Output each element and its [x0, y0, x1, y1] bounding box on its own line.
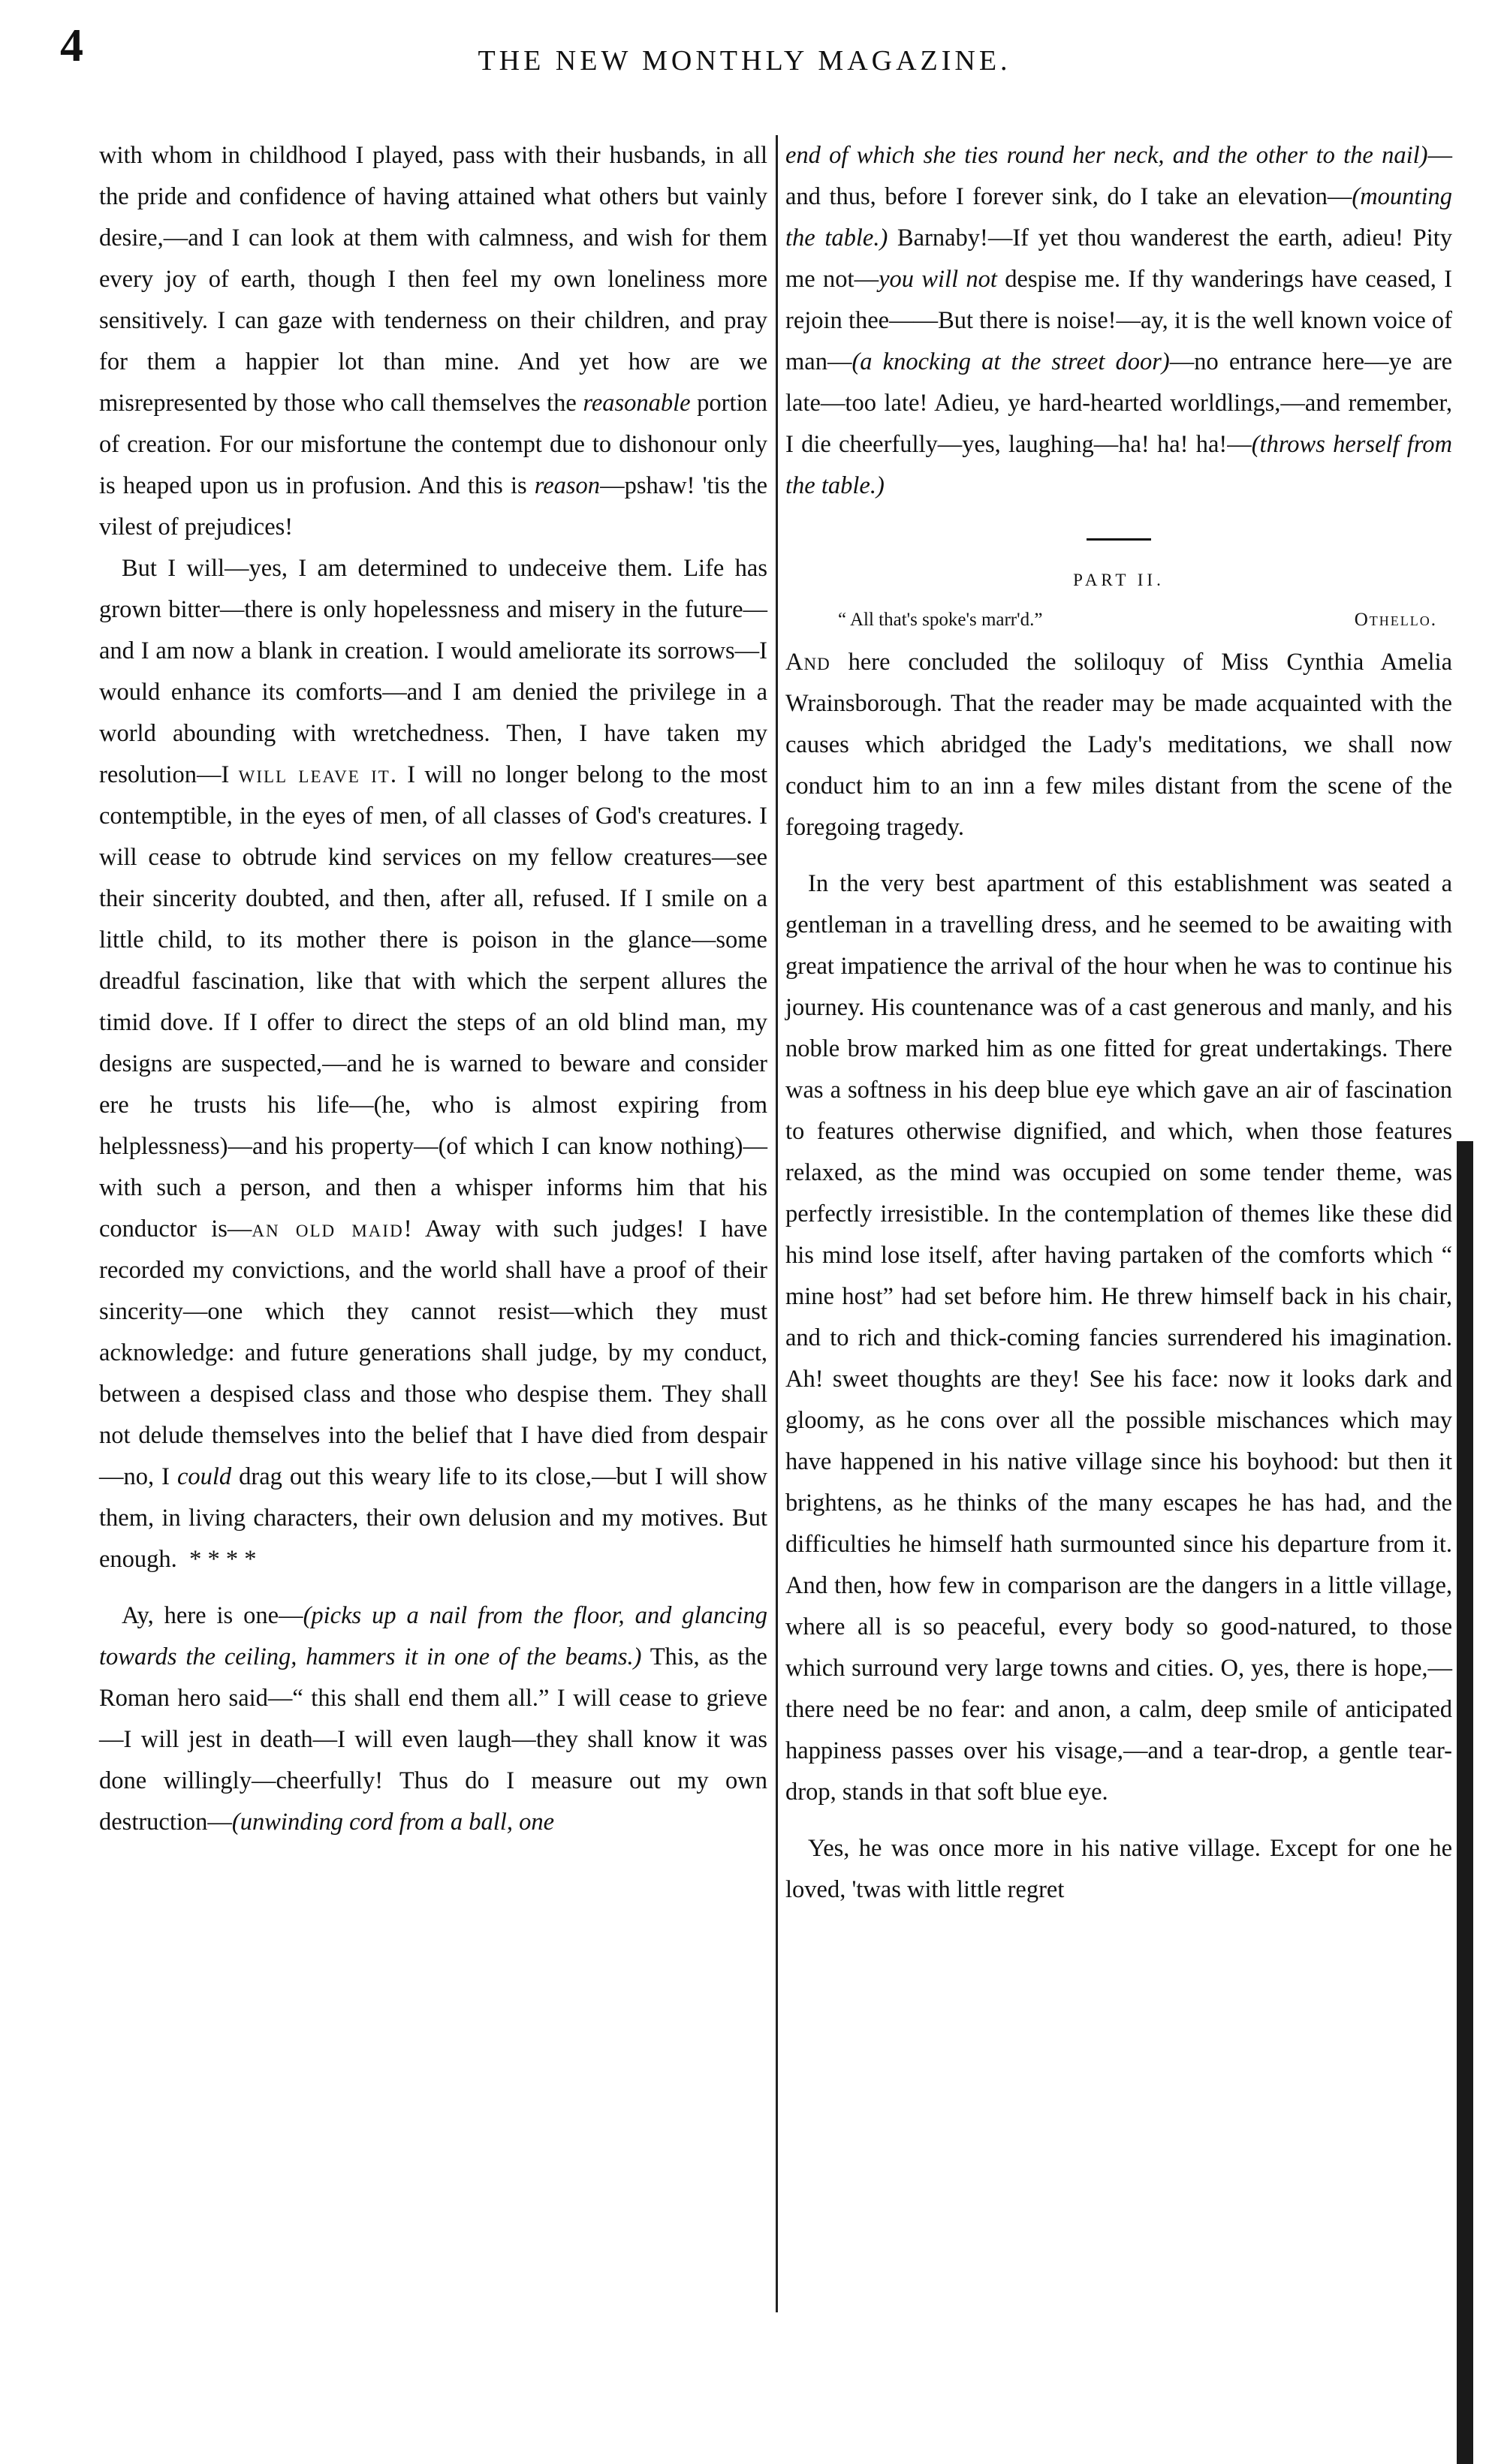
text: portion of creation. For our misfortune the contempt due to dishonour only is heaped upon us in profusion. And this is: [99, 390, 767, 499]
paragraph: [785, 642, 1452, 848]
page-number: 4: [60, 20, 83, 71]
lead-word: And: [785, 648, 830, 676]
stage-direction: (a knocking at the street door): [852, 348, 1170, 375]
stage-direction: end of which she ties round her neck, and the other to the nail): [785, 142, 1428, 169]
paragraph: [785, 863, 1452, 1813]
small-caps-phrase: will leave it.: [238, 761, 398, 788]
part-heading: PART II.: [1073, 571, 1165, 589]
paragraph: [785, 1828, 1452, 1911]
column-rule: [776, 135, 778, 2312]
text: —no entrance here—ye are late—too late! Adieu, ye hard-hearted worldlings,—and remember, I die cheerfully—yes, laughing—ha! ha! ha!—: [785, 348, 1452, 458]
paragraph: [99, 548, 767, 1580]
epigraph-author: Othello.: [1354, 609, 1437, 630]
small-caps-phrase: an old maid: [252, 1215, 404, 1243]
text: This, as the Roman hero said—“ this shall end them all.” I will cease to grieve—I will jest in death—I will even laugh—they shall know it was done willingly—cheerfully! Thus do I measure out my own destruction—: [99, 1643, 767, 1836]
text: —pshaw! 'tis the vilest of prejudices!: [99, 472, 768, 541]
text: drag out this weary life to its close,—but I will show them, in living characters, their own delusion and my motives. But enough.: [99, 1463, 767, 1573]
emphasis: reason: [534, 472, 601, 499]
left-column: [99, 135, 767, 1843]
stage-direction: (unwinding cord from a ball, one: [231, 1809, 555, 1836]
paragraph: [99, 135, 767, 548]
epigraph: [785, 607, 1452, 633]
emphasis: you will not: [879, 266, 997, 293]
paragraph: [99, 1595, 767, 1843]
asterism: * * * *: [189, 1546, 257, 1573]
running-head: THE NEW MONTHLY MAGAZINE.: [478, 45, 1011, 77]
text: with whom in childhood I played, pass with their husbands, in all the pride and confidence of having attained what others but vainly desire,—and I can look at them with calmness, and wish for them every joy of earth, though I then feel my own loneliness more sensitively. I can gaze with tenderness on their children, and pray for them a happier lot than mine. And yet how are we misrepresented by those who call themselves the: [99, 142, 767, 417]
stage-direction: (mounting the table.): [785, 183, 1452, 252]
paragraph: [785, 135, 1452, 507]
text: In the very best apartment of this establishment was seated a gentleman in a travelling dress, and he seemed to be awaiting with great impatience the arrival of the hour when he was to continue his journey. His countenance was of a cast generous and manly, and his noble brow marked him as one fitted for great undertakings. There was a softness in his deep blue eye which gave an air of fascination to features otherwise dignified, and which, when those features relaxed, as the mind was occupied on some tender theme, was perfectly irresistible. In the contemplation of themes like these did his mind lose itself, after having partaken of the comforts which “ mine host” had set before him. He threw himself back in his chair, and to rich and thick-coming fancies surrendered his imagination. Ah! sweet thoughts are they! See his face: now it looks dark and gloomy, as he cons over all the possible mischances which may have happened in his native village since his boyhood: but then it brightens, as he thinks of the many escapes he has had, and the difficulties he himself hath surmounted since his departure from it. And then, how few in comparison are the dangers in a little village, where all is so peaceful, every body so good-natured, to those which surround very large towns and cities. O, yes, there is hope,—there need be no fear: and anon, a calm, deep smile of anticipated happiness passes over his visage,—and a tear-drop, a gentle tear-drop, stands in that soft blue eye.: [785, 869, 1452, 1806]
text: despise me. If thy wanderings have ceased, I rejoin thee——But there is noise!—ay, it is the well known voice of man—: [785, 266, 1453, 375]
right-column: [785, 135, 1452, 1911]
text: Yes, he was once more in his native village. Except for one he loved, 'twas with little regret: [785, 1834, 1452, 1903]
stage-direction: (throws herself from the table.): [785, 431, 1452, 499]
emphasis: could: [176, 1463, 232, 1490]
text: But I will—yes, I am determined to undeceive them. Life has grown bitter—there is only hopelessness and misery in the future—and I am now a blank in creation. I would ameliorate its sorrows—I would enhance its comforts—and I am denied the privilege in a world abounding with wretchedness. Then, I have taken my resolution—I: [99, 555, 767, 788]
epigraph-quote: “ All that's spoke's marr'd.”: [838, 609, 1043, 630]
page-edge-shadow: [1457, 1141, 1473, 2464]
section-divider: [1087, 538, 1151, 541]
text: I will no longer belong to the most contemptible, in the eyes of men, of all classes of God's creatures. I will cease to obtrude kind services on my fellow creatures—see their sincerity doubted, and then, after all, refused. If I smile on a little child, to its mother there is poison in the glance—some dreadful fascination, like that with which the serpent allures the timid dove. If I offer to direct the steps of an old blind man, my designs are suspected,—and he is warned to beware and consider ere he trusts his life—(he, who is almost expiring from helplessness)—and his property—(of which I can know nothing)—with such a person, and then a whisper informs him that his conductor is—: [99, 761, 767, 1243]
emphasis: reasonable: [583, 390, 691, 417]
text: —and thus, before I forever sink, do I take an elevation—: [785, 142, 1452, 210]
text: ! Away with such judges! I have recorded my convictions, and the world shall have a proof of their sincerity—one which they cannot resist—which they must acknowledge: and future generations shall judge, by my conduct, between a despised class and those who despise them. They shall not delude themselves into the belief that I have died from despair—no, I: [99, 1215, 767, 1490]
text: here concluded the soliloquy of Miss Cynthia Amelia Wrainsborough. That the reader may be made acquainted with the causes which abridged the Lady's meditations, we shall now conduct him to an inn a few miles distant from the scene of the foregoing tragedy.: [785, 648, 1452, 841]
text: Barnaby!—If yet thou wanderest the earth, adieu! Pity me not—: [785, 224, 1453, 293]
text: Ay, here is one—: [122, 1602, 303, 1629]
stage-direction: (picks up a nail from the floor, and glancing towards the ceiling, hammers it in one of the beams.): [99, 1602, 767, 1670]
